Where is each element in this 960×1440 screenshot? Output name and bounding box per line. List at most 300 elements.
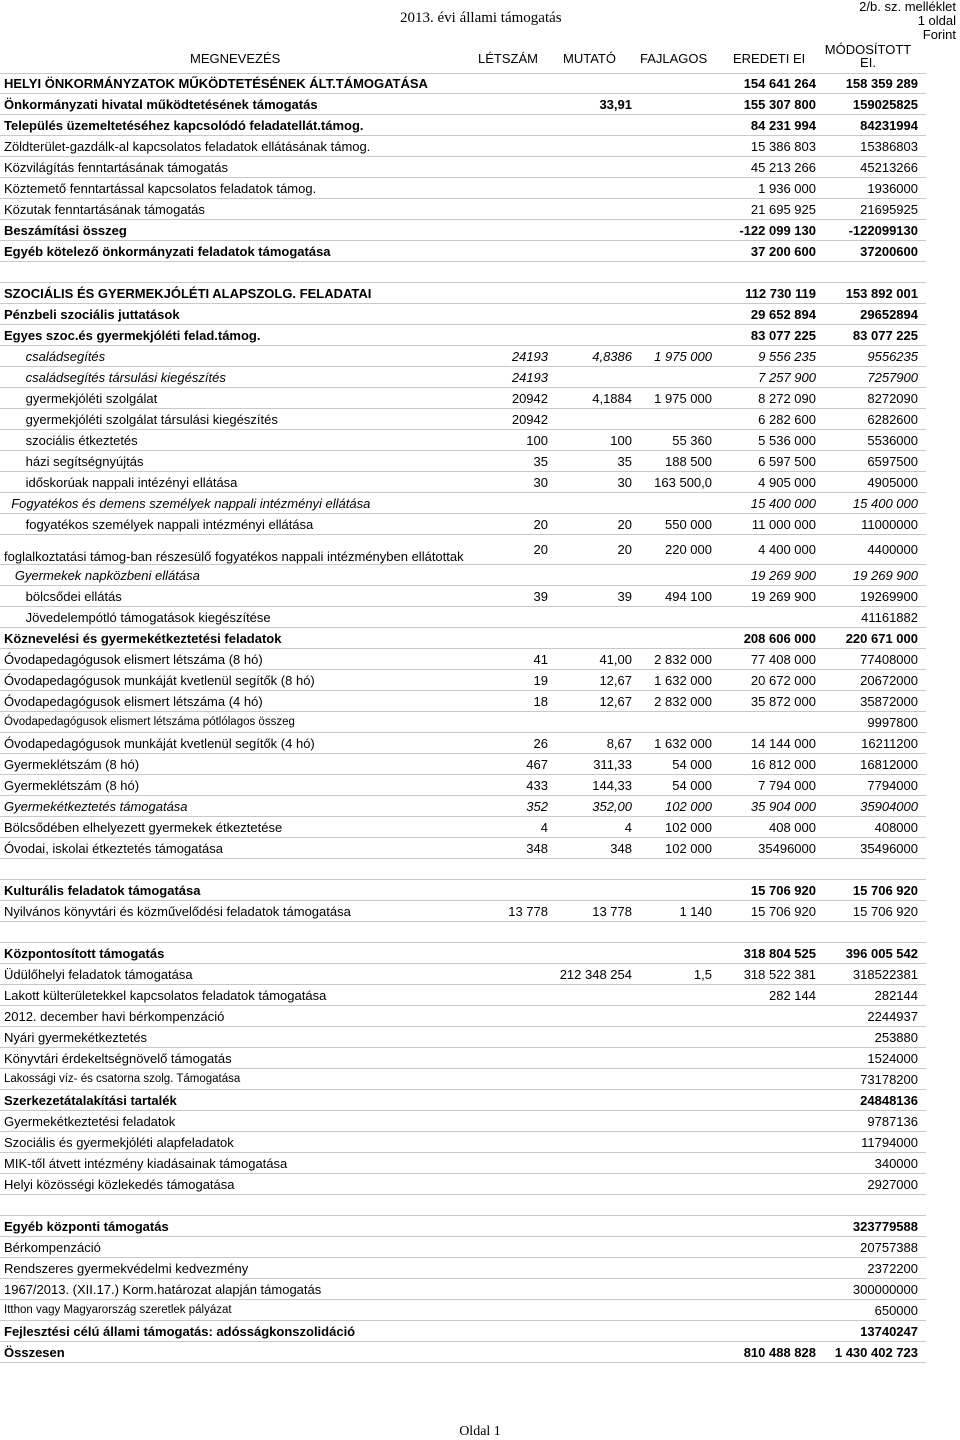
row-rate: 30: [617, 474, 632, 490]
row-label: 1967/2013. (XII.17.) Korm.határozat alapján támogatás: [4, 1281, 322, 1297]
row-modified: 83 077 225: [852, 327, 918, 343]
row-modified: 2244937: [867, 1008, 918, 1024]
table-row: [0, 1132, 926, 1153]
table-row: [0, 1006, 926, 1027]
table-row: [0, 94, 926, 115]
row-count: [470, 1279, 548, 1299]
row-specific: [636, 199, 712, 219]
row-specific: [636, 1258, 712, 1278]
table-row: [0, 880, 926, 901]
row-count: 24193: [511, 348, 548, 364]
row-label: Óvodapedagógusok elismert létszáma (8 hó): [4, 651, 263, 667]
column-header-name: MEGNEVEZÉS: [190, 51, 281, 66]
row-rate: [550, 628, 632, 648]
row-count: 39: [533, 588, 548, 604]
row-specific: [636, 409, 712, 429]
row-modified: 16211200: [861, 735, 918, 751]
row-label: foglalkoztatási támog-ban részesülő fogyatékos nappali intézményben ellátottak: [4, 549, 464, 564]
row-rate: [550, 283, 632, 303]
column-header-modified: MÓDOSÍTOTT EI.: [824, 42, 912, 70]
row-label: Szociális és gyermekjóléti alapfeladatok: [4, 1134, 234, 1150]
row-specific: [636, 115, 712, 135]
row-original: 155 307 800: [743, 96, 816, 112]
row-label: Pénzbeli szociális juttatások: [4, 306, 180, 322]
row-count: [470, 859, 548, 879]
row-original: [716, 1111, 816, 1131]
row-original: 11 000 000: [751, 516, 816, 532]
row-rate: 4: [624, 819, 632, 835]
row-modified: 6282600: [867, 411, 918, 427]
row-original: 45 213 266: [750, 159, 816, 175]
row-count: 35: [533, 453, 548, 469]
row-modified: 253880: [874, 1029, 918, 1045]
row-modified: 35496000: [860, 840, 918, 856]
row-specific: [636, 1153, 712, 1173]
table-row: [0, 1258, 926, 1279]
annex-line: Forint: [922, 27, 956, 42]
row-label: Beszámítási összeg: [4, 222, 127, 238]
row-rate: [550, 409, 632, 429]
table-row: [0, 1237, 926, 1258]
row-specific: 55 360: [672, 432, 712, 448]
row-specific: 220 000: [665, 542, 712, 557]
row-specific: [636, 922, 712, 942]
row-modified: 37200600: [860, 243, 918, 259]
row-count: [470, 220, 548, 240]
row-specific: [636, 74, 712, 93]
row-original: [716, 712, 816, 732]
row-count: [470, 94, 548, 114]
row-label: Gyermeklétszám (8 hó): [4, 777, 140, 793]
row-rate: [550, 262, 632, 282]
row-modified: 20757388: [860, 1239, 918, 1255]
row-original: 4 400 000: [758, 542, 816, 557]
row-modified: 20672000: [860, 672, 918, 688]
annex-reference: [859, 0, 956, 42]
row-modified: 158 359 289: [845, 76, 918, 91]
table-row: [0, 1069, 926, 1090]
table-row: [0, 493, 926, 514]
table-row: [0, 388, 926, 409]
row-original: 15 400 000: [750, 495, 816, 511]
row-count: [470, 1027, 548, 1047]
row-rate: [550, 1342, 632, 1362]
row-specific: [636, 1111, 712, 1131]
row-label: Nyilvános könyvtári és közművelődési feladatok támogatása: [4, 903, 351, 919]
table-row: [0, 691, 926, 712]
row-rate: [550, 136, 632, 156]
row-modified: 9997800: [867, 714, 918, 730]
row-specific: [636, 1279, 712, 1299]
row-rate: [550, 1153, 632, 1173]
row-rate: [550, 1048, 632, 1068]
row-modified: 4400000: [867, 542, 918, 557]
row-count: [470, 1195, 548, 1215]
row-rate: [550, 493, 632, 513]
row-rate: 100: [610, 432, 632, 448]
row-modified: 4905000: [867, 474, 918, 490]
table-row: [0, 1321, 926, 1342]
table-row: [0, 1027, 926, 1048]
row-specific: 1 632 000: [654, 735, 712, 751]
row-rate: 12,67: [599, 693, 632, 709]
row-original: [716, 1258, 816, 1278]
table-row: [0, 943, 926, 964]
row-label: fogyatékos személyek nappali intézményi ellátása: [4, 516, 314, 532]
row-original: 35496000: [758, 840, 816, 856]
row-count: 26: [533, 735, 548, 751]
row-specific: 550 000: [665, 516, 712, 532]
row-count: [470, 985, 548, 1005]
row-rate: [550, 712, 632, 732]
row-original: 282 144: [769, 987, 816, 1003]
row-rate: [550, 115, 632, 135]
row-specific: [636, 283, 712, 303]
row-specific: [636, 1069, 712, 1089]
row-label: Lakossági víz- és csatorna szolg. Támogatása: [4, 1073, 241, 1085]
row-rate: [550, 325, 632, 345]
row-rate: [550, 1279, 632, 1299]
row-rate: [550, 1300, 632, 1320]
row-rate: 348: [610, 840, 632, 856]
row-rate: [550, 178, 632, 198]
row-count: 467: [526, 756, 548, 772]
row-specific: [636, 1090, 712, 1110]
row-modified: 24848136: [860, 1092, 918, 1108]
row-modified: 84231994: [860, 117, 918, 133]
row-rate: 13 778: [592, 903, 632, 919]
row-original: [716, 1279, 816, 1299]
row-specific: 1 632 000: [654, 672, 712, 688]
row-count: [470, 493, 548, 513]
column-header-original: EREDETI EI: [733, 51, 806, 66]
row-modified: 282144: [874, 987, 918, 1003]
table-row: [0, 346, 926, 367]
table-row: [0, 325, 926, 346]
table-row: [0, 859, 926, 880]
row-original: 810 488 828: [743, 1344, 816, 1360]
row-specific: [636, 136, 712, 156]
row-count: 20: [533, 516, 548, 532]
row-label: házi segítségnyújtás: [4, 453, 144, 469]
row-modified: 2372200: [867, 1260, 918, 1276]
row-count: [470, 1342, 548, 1362]
row-modified: 1524000: [867, 1050, 918, 1066]
row-specific: [636, 262, 712, 282]
table-row: [0, 775, 926, 796]
row-label: Bölcsődében elhelyezett gyermekek étkeztetése: [4, 819, 283, 835]
row-count: [470, 1237, 548, 1257]
row-original: 208 606 000: [743, 630, 816, 646]
row-original: [716, 922, 816, 942]
row-label: Gyermekek napközbeni ellátása: [4, 567, 200, 583]
row-label: Önkormányzati hivatal működtetésének támogatás: [4, 96, 318, 112]
row-label: családsegítés: [4, 348, 106, 364]
row-count: 20: [533, 542, 548, 557]
row-modified: 15 706 920: [852, 882, 918, 898]
table-row: [0, 1195, 926, 1216]
row-original: 21 695 925: [750, 201, 816, 217]
row-count: [470, 1300, 548, 1320]
row-count: [470, 922, 548, 942]
row-specific: [636, 607, 712, 627]
row-modified: 73178200: [860, 1071, 918, 1087]
table-row: [0, 472, 926, 493]
row-modified: [822, 262, 918, 282]
row-count: [470, 1132, 548, 1152]
row-label: HELYI ÖNKORMÁNYZATOK MŰKÖDTETÉSÉNEK ÁLT.TÁMOGATÁSA: [4, 76, 428, 91]
table-row: [0, 817, 926, 838]
row-specific: [636, 1027, 712, 1047]
row-original: 1 936 000: [758, 180, 816, 196]
row-modified: 15386803: [860, 138, 918, 154]
row-modified: 9787136: [867, 1113, 918, 1129]
table-row: [0, 304, 926, 325]
row-label: Könyvtári érdekeltségnövelő támogatás: [4, 1050, 232, 1066]
row-specific: 54 000: [672, 756, 712, 772]
row-original: 14 144 000: [750, 735, 816, 751]
row-original: 5 536 000: [758, 432, 816, 448]
table-row: [0, 964, 926, 985]
row-specific: 1,5: [693, 966, 712, 982]
row-specific: [636, 1342, 712, 1362]
row-label: Lakott külterületekkel kapcsolatos feladatok támogatása: [4, 987, 327, 1003]
row-count: [470, 1111, 548, 1131]
row-modified: [822, 1195, 918, 1215]
row-rate: [550, 367, 632, 387]
row-specific: [636, 241, 712, 261]
row-original: [716, 1027, 816, 1047]
row-rate: [550, 1258, 632, 1278]
row-specific: [636, 1216, 712, 1236]
row-count: 20942: [511, 390, 548, 406]
table-row: [0, 514, 926, 535]
table-row: [0, 796, 926, 817]
row-modified: 159025825: [852, 96, 918, 112]
table-row: [0, 670, 926, 691]
column-header-count: LÉTSZÁM: [478, 51, 538, 66]
row-count: 18: [533, 693, 548, 709]
table-row: [0, 220, 926, 241]
row-rate: [550, 1006, 632, 1026]
row-count: 433: [526, 777, 548, 793]
row-specific: [636, 493, 712, 513]
row-original: [716, 607, 816, 627]
row-rate: 212 348 254: [559, 966, 632, 982]
row-original: 35 904 000: [750, 798, 816, 814]
row-modified: 15 400 000: [852, 495, 918, 511]
row-label: Zöldterület-gazdálk-al kapcsolatos feladatok ellátásának támog.: [4, 138, 371, 154]
row-specific: [636, 943, 712, 963]
row-count: 24193: [511, 369, 548, 385]
row-count: [470, 178, 548, 198]
row-original: 8 272 090: [758, 390, 816, 406]
row-count: [470, 136, 548, 156]
row-modified: 7257900: [867, 369, 918, 385]
table-row: [0, 1090, 926, 1111]
row-label: Település üzemeltetéséhez kapcsolódó feladatellát.támog.: [4, 117, 364, 133]
row-count: [470, 1006, 548, 1026]
row-specific: [636, 859, 712, 879]
row-label: Helyi közösségi közlekedés támogatása: [4, 1176, 235, 1192]
column-header-rate: MUTATÓ: [563, 51, 616, 66]
row-rate: 35: [617, 453, 632, 469]
row-modified: 1936000: [867, 180, 918, 196]
row-original: -122 099 130: [739, 222, 816, 238]
row-rate: 33,91: [599, 96, 632, 112]
column-header-specific: FAJLAGOS: [640, 51, 708, 66]
table-row: [0, 451, 926, 472]
row-rate: [550, 74, 632, 93]
row-original: 6 282 600: [758, 411, 816, 427]
table-row: [0, 1174, 926, 1195]
row-count: 30: [533, 474, 548, 490]
row-modified: 35904000: [860, 798, 918, 814]
row-label: Fogyatékos és demens személyek nappali intézményi ellátása: [4, 495, 371, 511]
table-row: [0, 199, 926, 220]
row-original: 15 706 920: [750, 903, 816, 919]
row-label: Egyéb központi támogatás: [4, 1218, 169, 1234]
table-row: [0, 586, 926, 607]
row-modified: 19 269 900: [852, 567, 918, 583]
row-label: Központosított támogatás: [4, 945, 165, 961]
row-rate: [550, 1090, 632, 1110]
row-count: 20942: [511, 411, 548, 427]
row-rate: [550, 880, 632, 900]
row-rate: [550, 1216, 632, 1236]
row-label: Óvodai, iskolai étkeztetés támogatása: [4, 840, 223, 856]
row-label: SZOCIÁLIS ÉS GYERMEKJÓLÉTI ALAPSZOLG. FELADATAI: [4, 285, 372, 301]
row-rate: [550, 1027, 632, 1047]
column-headers: [0, 42, 926, 72]
row-rate: 12,67: [599, 672, 632, 688]
row-count: [470, 1321, 548, 1341]
row-modified: 45213266: [860, 159, 918, 175]
row-rate: [550, 157, 632, 177]
row-rate: [550, 1111, 632, 1131]
row-modified: 153 892 001: [845, 285, 918, 301]
row-label: gyermekjóléti szolgálat: [4, 390, 158, 406]
row-rate: [550, 1174, 632, 1194]
table-row: [0, 1048, 926, 1069]
row-specific: [636, 1174, 712, 1194]
row-specific: [636, 1300, 712, 1320]
row-count: [470, 565, 548, 585]
table-row: [0, 1342, 926, 1363]
row-specific: [636, 1006, 712, 1026]
row-count: [470, 283, 548, 303]
row-label: Nyári gyermekétkeztetés: [4, 1029, 148, 1045]
row-count: [470, 241, 548, 261]
row-specific: [636, 367, 712, 387]
row-label: Jövedelempótló támogatások kiegészítése: [4, 609, 271, 625]
row-modified: 16812000: [860, 756, 918, 772]
row-specific: [636, 1048, 712, 1068]
row-modified: 15 706 920: [852, 903, 918, 919]
row-original: [716, 859, 816, 879]
row-label: Köznevelési és gyermekétkeztetési feladatok: [4, 630, 282, 646]
annex-line: 2/b. sz. melléklet: [859, 0, 956, 14]
table-row: [0, 985, 926, 1006]
row-original: 318 804 525: [743, 945, 816, 961]
row-original: [716, 1006, 816, 1026]
row-count: [470, 943, 548, 963]
row-rate: [550, 304, 632, 324]
row-original: 20 672 000: [750, 672, 816, 688]
row-rate: 20: [617, 542, 632, 557]
row-count: [470, 1174, 548, 1194]
row-specific: 188 500: [665, 453, 712, 469]
row-original: 19 269 900: [750, 567, 816, 583]
row-label: Összesen: [4, 1344, 65, 1360]
table-row: [0, 838, 926, 859]
row-label: gyermekjóléti szolgálat társulási kiegészítés: [4, 411, 278, 427]
row-specific: 2 832 000: [654, 651, 712, 667]
row-original: [716, 1090, 816, 1110]
row-rate: 4,8386: [592, 348, 632, 364]
row-specific: 102 000: [665, 819, 712, 835]
row-specific: 2 832 000: [654, 693, 712, 709]
row-count: 100: [526, 432, 548, 448]
table-row: [0, 535, 926, 565]
table-row: [0, 1153, 926, 1174]
table-row: [0, 136, 926, 157]
row-rate: [550, 565, 632, 585]
row-original: 35 872 000: [750, 693, 816, 709]
budget-table: [0, 73, 926, 1363]
row-original: [716, 1048, 816, 1068]
row-rate: [550, 1321, 632, 1341]
row-label: időskorúak nappali intézényi ellátása: [4, 474, 238, 490]
row-count: [470, 880, 548, 900]
row-label: Gyermeklétszám (8 hó): [4, 756, 140, 772]
row-rate: [550, 1069, 632, 1089]
row-original: 7 257 900: [758, 369, 816, 385]
row-label: Egyéb kötelező önkormányzati feladatok támogatása: [4, 243, 331, 259]
row-count: 13 778: [508, 903, 548, 919]
row-modified: 323779588: [852, 1218, 918, 1234]
row-modified: 318522381: [852, 966, 918, 982]
row-label: Gyermekétkeztetési feladatok: [4, 1113, 176, 1129]
row-modified: 1 430 402 723: [834, 1344, 918, 1360]
row-specific: 1 140: [679, 903, 712, 919]
page-footer: Oldal 1: [459, 1424, 501, 1439]
row-specific: [636, 178, 712, 198]
row-modified: 300000000: [852, 1281, 918, 1297]
row-original: [716, 1132, 816, 1152]
row-original: 19 269 900: [750, 588, 816, 604]
table-row: [0, 262, 926, 283]
row-original: [716, 1069, 816, 1089]
row-count: 4: [540, 819, 548, 835]
row-original: 9 556 235: [758, 348, 816, 364]
row-label: Köztemető fenntartással kapcsolatos feladatok támog.: [4, 180, 317, 196]
row-original: [716, 1195, 816, 1215]
row-rate: 311,33: [593, 756, 632, 772]
row-rate: [550, 1132, 632, 1152]
row-original: 16 812 000: [750, 756, 816, 772]
row-original: [716, 1300, 816, 1320]
row-rate: 41,00: [599, 651, 632, 667]
row-modified: 21695925: [860, 201, 918, 217]
row-count: [470, 325, 548, 345]
row-specific: [636, 304, 712, 324]
table-row: [0, 178, 926, 199]
row-original: 7 794 000: [758, 777, 816, 793]
row-label: Óvodapedagógusok elismert létszáma pótlólagos összeg: [4, 716, 295, 728]
table-row: [0, 607, 926, 628]
row-specific: [636, 1195, 712, 1215]
